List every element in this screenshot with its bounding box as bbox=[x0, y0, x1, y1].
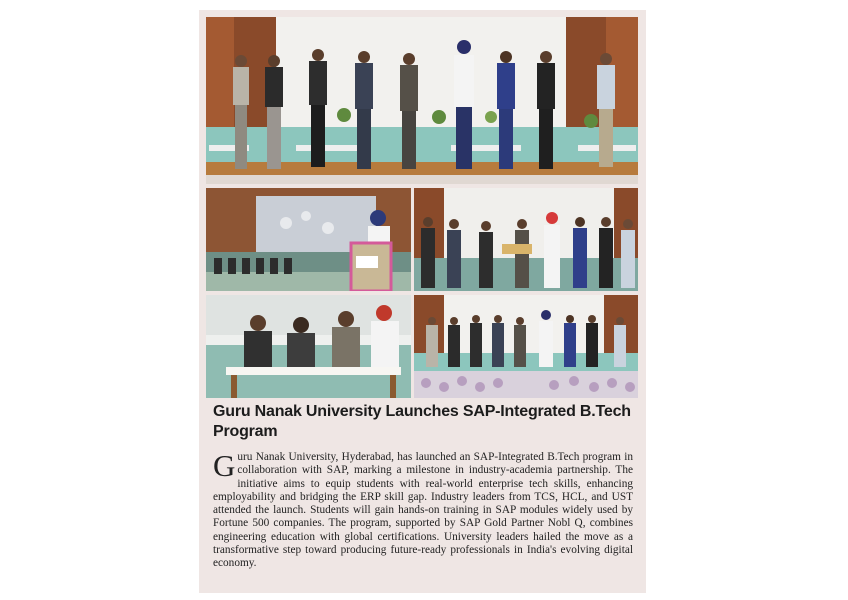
drop-cap: G bbox=[213, 448, 236, 483]
photo-group-dignitaries bbox=[206, 17, 638, 184]
article-body bbox=[213, 448, 633, 571]
article-headline: Guru Nanak University Launches SAP-Integrated B.Tech Program bbox=[213, 403, 631, 440]
newspaper-clipping bbox=[199, 10, 646, 593]
photo-speaker-podium bbox=[206, 188, 411, 291]
photo-stage-group-wide bbox=[414, 295, 638, 398]
article-body-text: uru Nanak University, Hyderabad, has launched an SAP-Integrated B.Tech program in collaboration with SAP, marking a milestone in industry-academia partnership. The initiative aims to equip students with real-world enterprise tech skills, enhancing employability and bridging the ERP skill gap. Industry leaders from TCS, HCL, and UST attended the launch. Students will gain hands-on training in SAP modules widely used by Fortune 500 companies. The program, supported by SAP Gold Partner Nobl Q, combines engineering education with global certifications. University leaders hailed the move as a transformative step toward producing future-ready professionals in India's evolving digital economy. bbox=[213, 451, 633, 570]
photo-certificate-handover bbox=[414, 188, 638, 291]
photo-mou-signing bbox=[206, 295, 411, 398]
